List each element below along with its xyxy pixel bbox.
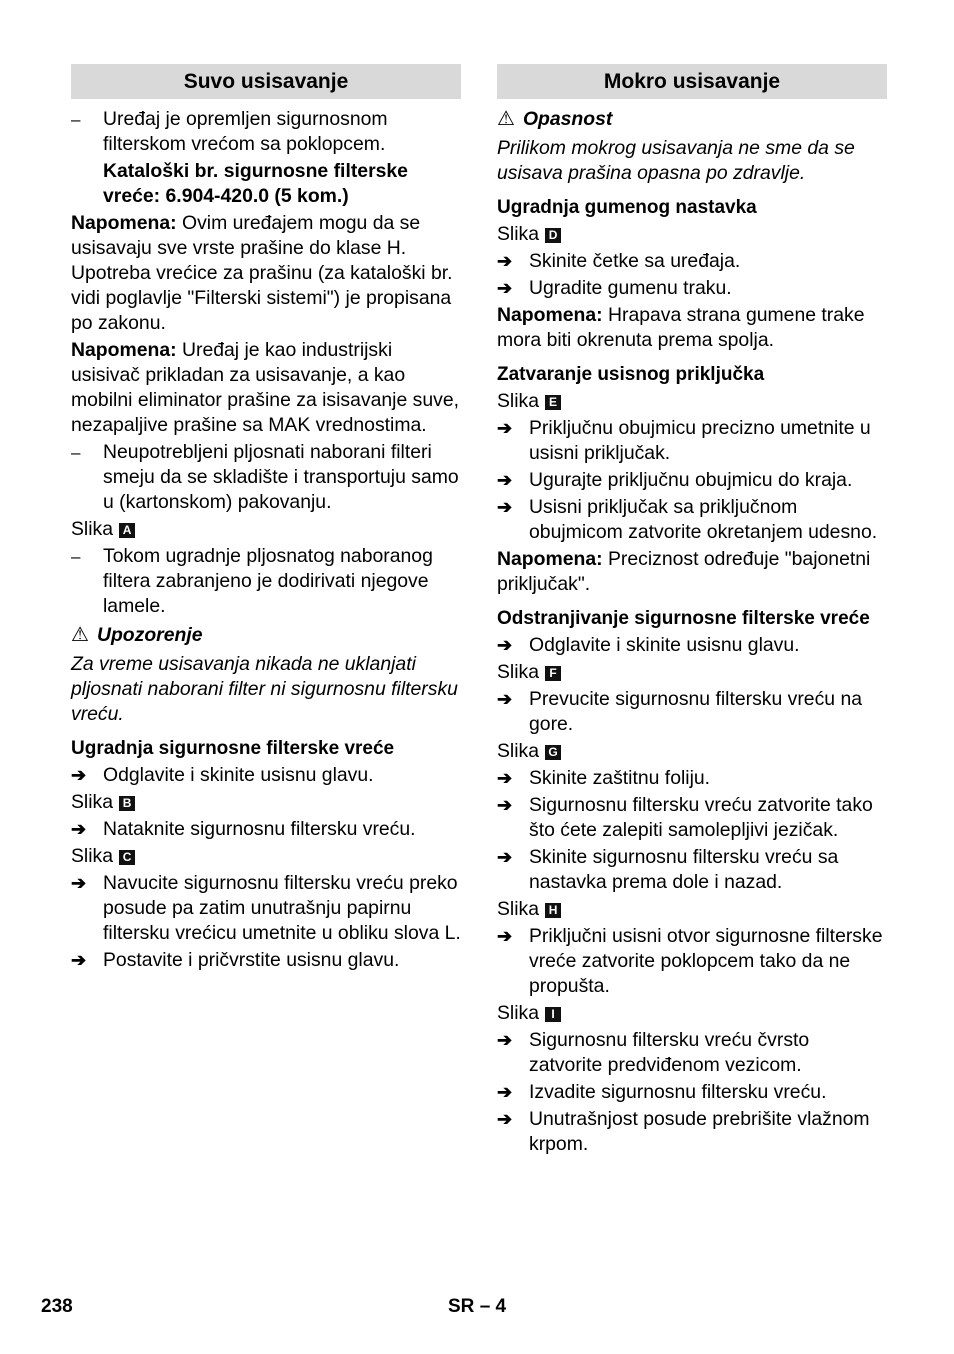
subheading: Odstranjivanje sigurnosne filterske vreće <box>497 608 870 629</box>
list-item: ➔ Nataknite sigurnosnu filtersku vreću. <box>71 818 416 840</box>
dash-marker: – <box>71 110 81 129</box>
danger-text: Prilikom mokrog usisavanja ne sme da se usisava prašina opasna po zdravlje. <box>497 137 855 184</box>
arrow-right-icon: ➔ <box>497 635 513 655</box>
list-item: ➔ Usisni priključak sa priključnom obujmicom zatvorite okretanjem udesno. <box>497 496 878 543</box>
figure-letter-badge: I <box>545 1007 561 1022</box>
warning-triangle-icon: ⚠ <box>71 624 89 646</box>
note: Napomena: Uređaj je kao industrijski usisivač prikladan za usisavanje, a kao mobilni eliminator prašine za isisavanje suve, nezapaljive prašine sa MAK vrednostima. <box>71 339 459 436</box>
list-item: ➔ Unutrašnjost posude prebrišite vlažnom krpom. <box>497 1108 870 1155</box>
list-item: ➔ Priključnu obujmicu precizno umetnite u usisni priključak. <box>497 417 871 464</box>
list-item: – Tokom ugradnje pljosnatog naboranog filtera zabranjeno je dodirivati njegove lamele. <box>71 545 433 617</box>
list-item: ➔ Sigurnosnu filtersku vreću čvrsto zatvorite predviđenom vezicom. <box>497 1029 810 1076</box>
section-header-dry: Suvo usisavanje <box>71 64 461 99</box>
list-item: ➔ Navucite sigurnosnu filtersku vreću preko posude pa zatim unutrašnju papirnu filtersku vrećicu umetnite u obliku slova L. <box>71 872 461 944</box>
arrow-right-icon: ➔ <box>497 847 513 867</box>
section-header-wet: Mokro usisavanje <box>497 64 887 99</box>
figure-ref: Slika E <box>497 389 887 414</box>
figure-letter-badge: G <box>545 745 561 760</box>
list-item: – Uređaj je opremljen sigurnosnom filterskom vrećom sa poklopcem. <box>71 108 388 155</box>
list-item: ➔ Skinite zaštitnu foliju. <box>497 767 711 789</box>
figure-letter-badge: D <box>545 228 561 243</box>
left-column <box>71 64 461 975</box>
catalog-number: Kataloški br. sigurnosne filterske vreće: 6.904-420.0 (5 kom.) <box>103 160 408 207</box>
warning-heading: ⚠ Upozorenje <box>71 624 203 646</box>
figure-letter-badge: H <box>545 903 561 918</box>
figure-letter-badge: B <box>119 796 135 811</box>
figure-letter-badge: E <box>545 395 561 410</box>
subheading: Zatvaranje usisnog priključka <box>497 364 765 385</box>
arrow-right-icon: ➔ <box>497 1109 513 1129</box>
page-number: 238 <box>41 1296 73 1317</box>
arrow-right-icon: ➔ <box>497 1082 513 1102</box>
figure-ref: Slika G <box>497 739 887 764</box>
arrow-right-icon: ➔ <box>497 768 513 788</box>
list-item: ➔ Odglavite i skinite usisnu glavu. <box>497 634 800 656</box>
arrow-right-icon: ➔ <box>497 689 513 709</box>
list-item: ➔ Skinite sigurnosnu filtersku vreću sa nastavka prema dole i nazad. <box>497 846 839 893</box>
figure-letter-badge: F <box>545 666 561 681</box>
figure-ref: Slika I <box>497 1001 887 1026</box>
subheading: Ugradnja sigurnosne filterske vreće <box>71 738 395 759</box>
arrow-right-icon: ➔ <box>497 251 513 271</box>
figure-letter-badge: C <box>119 850 135 865</box>
arrow-right-icon: ➔ <box>71 873 87 893</box>
figure-letter-badge: A <box>119 523 135 538</box>
arrow-right-icon: ➔ <box>497 470 513 490</box>
list-item: ➔ Skinite četke sa uređaja. <box>497 250 741 272</box>
figure-ref: Slika C <box>71 844 461 869</box>
arrow-right-icon: ➔ <box>497 795 513 815</box>
danger-heading: ⚠ Opasnost <box>497 108 613 130</box>
dash-marker: – <box>71 547 81 566</box>
dash-marker: – <box>71 443 81 462</box>
figure-ref: Slika A <box>71 517 461 542</box>
figure-ref: Slika H <box>497 897 887 922</box>
list-item: ➔ Ugurajte priključnu obujmicu do kraja. <box>497 469 853 491</box>
note: Napomena: Preciznost određuje "bajonetni priključak". <box>497 548 871 595</box>
arrow-right-icon: ➔ <box>71 765 87 785</box>
list-item: ➔ Priključni usisni otvor sigurnosne filterske vreće zatvorite poklopcem tako da ne propušta. <box>497 925 883 997</box>
list-item: ➔ Odglavite i skinite usisnu glavu. <box>71 764 374 786</box>
list-item: ➔ Sigurnosnu filtersku vreću zatvorite tako što ćete zalepiti samolepljivi jezičak. <box>497 794 873 841</box>
arrow-right-icon: ➔ <box>497 926 513 946</box>
page-footer-label: SR – 4 <box>448 1296 507 1317</box>
note: Napomena: Ovim uređajem mogu da se usisavaju sve vrste prašine do klase H. Upotreba vrećice za prašinu (za kataloški br. vidi poglavlje "Filterski sistemi") je propisana po zakonu. <box>71 212 453 334</box>
arrow-right-icon: ➔ <box>497 1030 513 1050</box>
list-item: ➔ Ugradite gumenu traku. <box>497 277 732 299</box>
arrow-right-icon: ➔ <box>497 278 513 298</box>
right-column <box>497 64 887 1159</box>
arrow-right-icon: ➔ <box>71 950 87 970</box>
list-item: ➔ Izvadite sigurnosnu filtersku vreću. <box>497 1081 827 1103</box>
figure-ref: Slika D <box>497 222 887 247</box>
arrow-right-icon: ➔ <box>497 418 513 438</box>
arrow-right-icon: ➔ <box>497 497 513 517</box>
warning-text: Za vreme usisavanja nikada ne uklanjati pljosnati naborani filter ni sigurnosnu filtersku vreću. <box>71 653 458 725</box>
subheading: Ugradnja gumenog nastavka <box>497 197 757 218</box>
warning-triangle-icon: ⚠ <box>497 108 515 130</box>
note: Napomena: Hrapava strana gumene trake mora biti okrenuta prema spolja. <box>497 304 865 351</box>
list-item: ➔ Prevucite sigurnosnu filtersku vreću na gore. <box>497 688 863 735</box>
list-item: ➔ Postavite i pričvrstite usisnu glavu. <box>71 949 400 971</box>
figure-ref: Slika B <box>71 790 461 815</box>
list-item: – Neupotrebljeni pljosnati naborani filteri smeju da se skladište i transportuju samo u (kartonskom) pakovanju. <box>71 441 459 513</box>
figure-ref: Slika F <box>497 660 887 685</box>
arrow-right-icon: ➔ <box>71 819 87 839</box>
